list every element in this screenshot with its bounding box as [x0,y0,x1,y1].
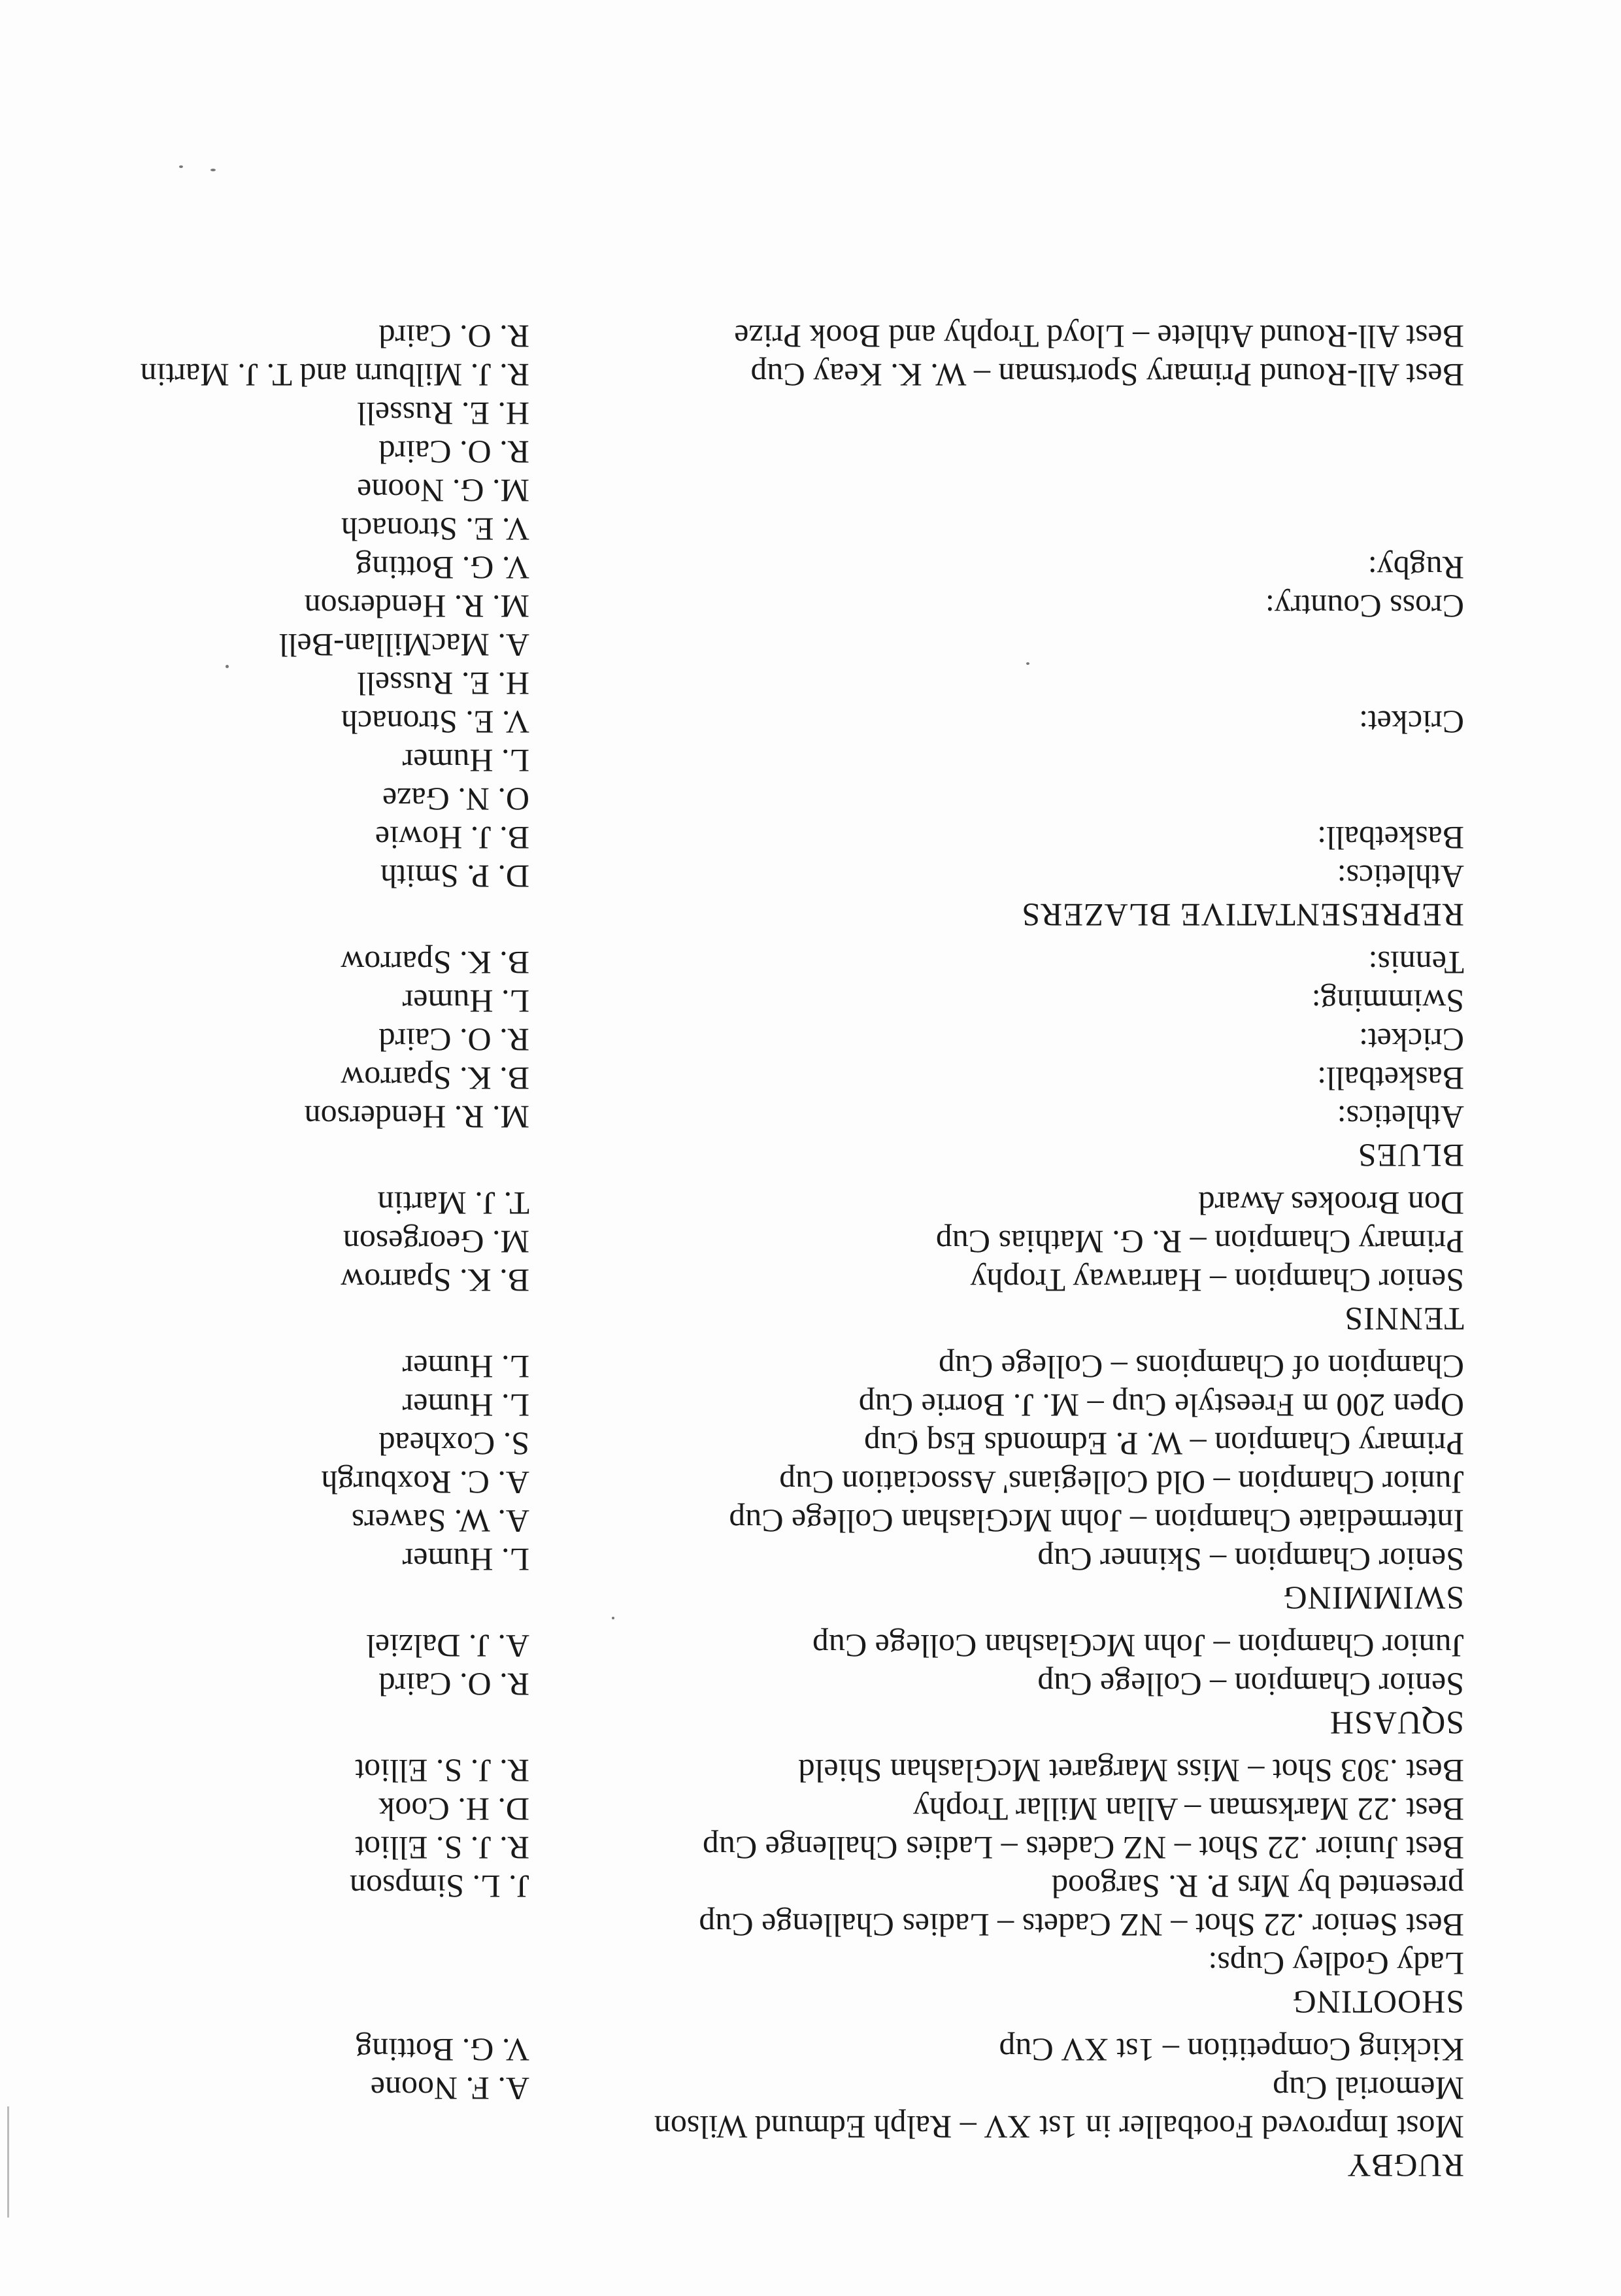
award-row [222,1059,1464,1098]
award-row [222,1906,1464,1944]
award-row [222,1425,1464,1463]
award-label: Tennis: [1368,945,1464,981]
winner-name: A. MacMillan-Bell [278,627,529,664]
award-label: Senior Champion – College Cup [1037,1666,1464,1703]
award-label: Memorial Cup [1272,2070,1464,2107]
award-label: Most Improved Footballer in 1st XV – Ralph Edmund Wilson [654,2109,1464,2146]
award-row [222,1790,1464,1829]
winner-name: V. E. Stronach [341,511,529,548]
award-label: Don Brookes Award [1198,1185,1464,1222]
winner-name: R. O. Caird [378,1666,529,1703]
award-label: Athletics: [1337,858,1464,895]
winner-name: R. J. S. Elliot [355,1830,529,1866]
document-body [140,317,1464,2185]
winner-name: T. J. Martin [377,1185,529,1222]
award-label: Best Junior .22 Shot – NZ Cadets – Ladies Challenge Cup [702,1830,1464,1866]
award-label: Best All-Round Primary Sportsman – W. K. Keay Cup [750,357,1464,394]
winner-name: V. G. Botting [356,550,529,586]
award-row [222,703,1464,741]
award-row [222,741,1464,780]
winner-name: R. J. Milburn and T. J. Martin [140,357,529,394]
award-row [222,433,1464,471]
award-row [222,1540,1464,1579]
award-row [222,510,1464,549]
section-heading-swimming: SWIMMING [1282,1580,1464,1617]
section-heading-tennis: TENNIS [1344,1301,1464,1338]
award-label: Kicking Competition – 1st XV Cup [999,2032,1464,2068]
award-row [222,1021,1464,1059]
award-label: Best Senior .22 Shot – NZ Cadets – Ladies Challenge Cup [699,1907,1464,1944]
award-label: Cross Country: [1265,588,1464,625]
award-row [222,1829,1464,1867]
section-heading-shooting: SHOOTING [1292,1984,1464,2021]
winner-name: V. G. Botting [356,2032,529,2068]
award-row [222,317,1464,356]
award-label: Best .22 Marksman – Allan Millar Trophy [912,1791,1464,1828]
award-label: Open 200 m Freestyle Cup – M. J. Borrie Cup [858,1387,1464,1424]
winner-name: B. K. Sparrow [341,945,529,981]
scan-edge-mark [7,2106,9,2218]
section-heading-rugby: RUGBY [1346,2148,1464,2184]
winner-name: A. W. Sawers [351,1503,529,1540]
winner-name: R. O. Caird [378,434,529,471]
award-label: Cricket: [1358,704,1464,741]
award-row [222,1347,1464,1386]
winner-name: H. E. Russell [357,396,529,432]
award-row [222,1502,1464,1540]
award-row [222,943,1464,982]
award-label: Primary Champion – R. G. Mathias Cup [935,1224,1464,1260]
award-row [222,549,1464,587]
winner-name: J. L. Simpson [349,1868,529,1905]
award-label: Junior Champion – John McGlashan College Cup [812,1628,1464,1664]
winner-name: B. K. Sparrow [341,1060,529,1097]
award-row [222,982,1464,1021]
award-row [222,857,1464,896]
award-row [222,1261,1464,1300]
winner-name: M. Georgeson [343,1224,529,1260]
winner-name: R. O. Caird [378,1022,529,1058]
scan-speck [179,165,183,168]
award-label: Athletics: [1337,1099,1464,1136]
winner-name: L. Humer [402,1542,529,1578]
award-row [222,664,1464,703]
award-label: Senior Champion – Skinner Cup [1037,1542,1464,1578]
award-row [222,587,1464,626]
section-heading-blues: BLUES [1357,1138,1464,1174]
scan-speck [210,169,216,171]
award-label: Rugby: [1367,550,1464,586]
award-row [222,1223,1464,1261]
award-row [222,1463,1464,1502]
winner-name: B. K. Sparrow [341,1262,529,1299]
award-label: Lady Godley Cups: [1208,1946,1464,1982]
award-row [222,1184,1464,1223]
award-label: Champion of Champions – College Cup [938,1349,1464,1385]
award-row [222,819,1464,857]
award-row [222,2031,1464,2069]
winner-name: B. J. Howie [375,820,529,856]
winner-name: L. Humer [402,1349,529,1385]
winner-name: V. E. Stronach [341,704,529,741]
winner-name: L. Humer [402,983,529,1020]
award-label: Basketball: [1317,1060,1464,1097]
award-row [222,1944,1464,1983]
award-label: Swimming: [1311,983,1464,1020]
award-row [222,2108,1464,2146]
winner-name: R. J. S. Elliot [355,1753,529,1789]
award-row [222,626,1464,664]
award-label: Intermediate Champion – John McGlashan College Cup [729,1503,1464,1540]
winner-name: A. C. Roxburgh [321,1464,529,1501]
award-row [222,1751,1464,1790]
winner-name: M. G. Noone [357,473,529,509]
award-label: Best All-Round Athlete – Lloyd Trophy and Book Prize [734,318,1464,355]
winner-name: A. F. Noone [370,2070,529,2107]
award-row [222,780,1464,819]
winner-name: L. Humer [402,743,529,779]
award-row [222,1386,1464,1425]
award-row [222,394,1464,433]
award-row [222,2069,1464,2108]
award-row [222,1665,1464,1704]
award-row [222,471,1464,510]
award-label: Cricket: [1358,1022,1464,1058]
winner-name: D. H. Cook [378,1791,529,1828]
winner-name: M. R. Henderson [304,588,529,625]
award-label: Junior Champion – Old Collegians' Association Cup [779,1464,1464,1501]
award-label: Basketball: [1317,820,1464,856]
winner-name: O. N. Gaze [382,781,529,818]
award-row [222,1098,1464,1136]
award-label: presented by Mrs P. R. Sargood [1051,1868,1464,1905]
winner-name: R. O. Caird [378,318,529,355]
winner-name: D. P. Smith [380,858,529,895]
award-row [140,356,1464,394]
winner-name: S. Coxhead [378,1426,529,1462]
winner-name: A. J. Dalziel [366,1628,529,1664]
award-row [222,1867,1464,1906]
winner-name: M. R. Henderson [304,1099,529,1136]
winner-name: L. Humer [402,1387,529,1424]
winner-name: H. E. Russell [357,666,529,702]
award-label: Senior Champion – Harraway Trophy [970,1262,1464,1299]
award-label: Primary Champion – W. P. Edmonds Esq Cup [863,1426,1464,1462]
section-heading-squash: SQUASH [1329,1705,1464,1742]
award-row [222,1627,1464,1665]
award-label: Best .303 Shot – Miss Margaret McGlashan Shield [798,1753,1464,1789]
section-heading-blazers: REPRESENTATIVE BLAZERS [1021,897,1464,934]
